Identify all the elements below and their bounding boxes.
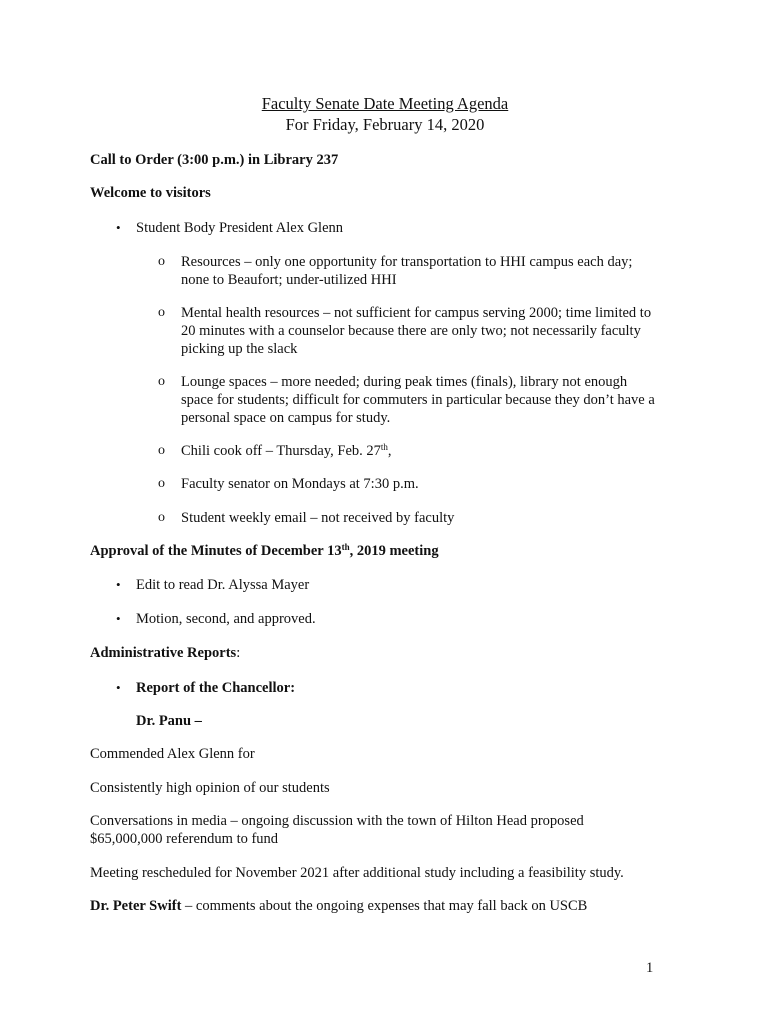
sub-bullet-marker: o bbox=[158, 374, 165, 389]
sub-bullet-marker: o bbox=[158, 305, 165, 320]
sub-bullet-marker: o bbox=[158, 510, 165, 525]
paragraph: Dr. Peter Swift – comments about the ongoing expenses that may fall back on USCB bbox=[90, 898, 588, 914]
list-item-chili-cookoff: Chili cook off – Thursday, Feb. 27th, bbox=[181, 442, 392, 459]
paragraph: Consistently high opinion of our students bbox=[90, 780, 330, 796]
meeting-date: For Friday, February 14, 2020 bbox=[285, 115, 485, 134]
page-title: Faculty Senate Date Meeting Agenda bbox=[261, 94, 509, 113]
bullet-marker: • bbox=[116, 611, 121, 626]
minutes-item: Motion, second, and approved. bbox=[136, 611, 316, 627]
call-to-order-heading: Call to Order (3:00 p.m.) in Library 237 bbox=[90, 152, 339, 168]
paragraph: Conversations in media – ongoing discussion with the town of Hilton Head proposed $65,000,000 referendum to fund bbox=[90, 813, 584, 847]
chancellor-report-heading: Report of the Chancellor: bbox=[136, 680, 296, 696]
minutes-heading: Approval of the Minutes of December 13th, 2019 meeting bbox=[90, 542, 439, 559]
bullet-marker: • bbox=[116, 577, 121, 592]
page-number: 1 bbox=[646, 960, 654, 976]
bullet-marker: • bbox=[116, 680, 121, 695]
sub-bullet-marker: o bbox=[158, 476, 165, 491]
list-item-lounge-spaces: Lounge spaces – more needed; during peak times (finals), library not enough space for students; difficult for commuters in particular because they don’t have a personal space on campus for study. bbox=[181, 374, 655, 426]
visitor-item: Student Body President Alex Glenn bbox=[136, 220, 344, 236]
list-item-mental-health: Mental health resources – not sufficient for campus serving 2000; time limited to 20 minutes with a counselor because there are only two; not necessarily faculty picking up the slack bbox=[181, 305, 652, 357]
list-item-faculty-senator: Faculty senator on Mondays at 7:30 p.m. bbox=[181, 476, 419, 492]
list-item-weekly-email: Student weekly email – not received by faculty bbox=[181, 510, 455, 526]
dr-panu-label: Dr. Panu – bbox=[136, 713, 202, 729]
sub-bullet-marker: o bbox=[158, 254, 165, 269]
minutes-item: Edit to read Dr. Alyssa Mayer bbox=[136, 577, 310, 593]
list-item-resources: Resources – only one opportunity for transportation to HHI campus each day; none to Beaufort; under-utilized HHI bbox=[181, 254, 633, 288]
paragraph: Meeting rescheduled for November 2021 after additional study including a feasibility study. bbox=[90, 865, 624, 881]
welcome-heading: Welcome to visitors bbox=[90, 185, 211, 201]
sub-bullet-marker: o bbox=[158, 443, 165, 458]
admin-reports-heading: Administrative Reports: bbox=[90, 645, 241, 661]
bullet-marker: • bbox=[116, 220, 121, 235]
paragraph: Commended Alex Glenn for bbox=[90, 746, 255, 762]
